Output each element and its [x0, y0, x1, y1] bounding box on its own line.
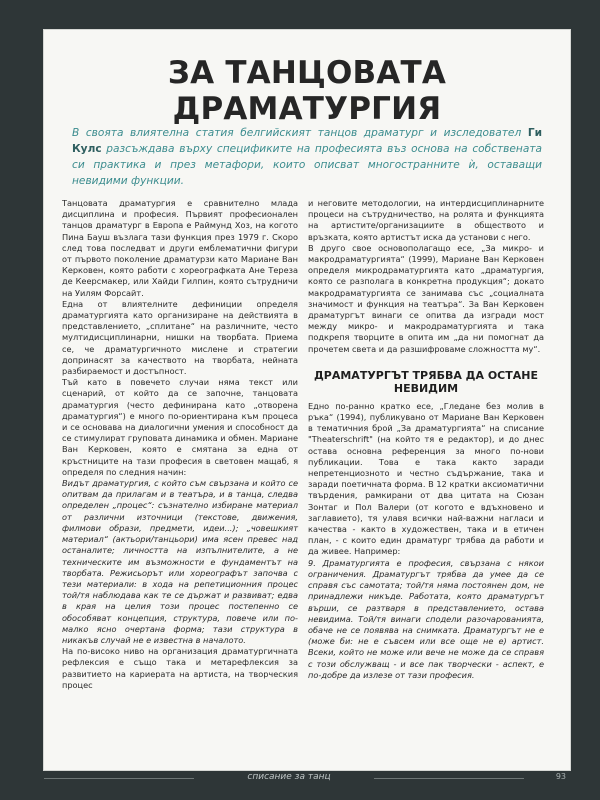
article-lead — [72, 125, 542, 189]
left-column — [62, 198, 298, 691]
lead-text-end: разсъждава върху спецификите на професията въз основа на собствената си практика и през метафори, които описват многостранните ѝ, оставащи невидими функции. — [72, 143, 542, 187]
paragraph: Тъй като в повечето случаи няма текст или сценарий, от който да се започне, танцовата драматургия (често дефинирана като „отворена драматургия“) е много по-ориентирана към процеса и се основава на диалогични умения и способност да се стимулират груповата динамика и обмен. Мариане Ван Керковен, която е смятана за една от кръстниците на тази професия в световен мащаб, я определя по следния начин: — [62, 377, 299, 477]
page-footer — [44, 772, 570, 794]
block-quote: 9. Драматургията е професия, свързана с някои ограничения. Драматургът трябва да умее да се справя със самотата; той/тя няма постоянен дом, не принадлежи никъде. Работата, която драматургът върши, се разтваря в представлението, остава невидима. Той/тя винаги сподели разочарованията, обаче не се появява на снимката. Драматургът не е (може би: не е съвсем или все още не е) артист. Всеки, който не може или вече не може да се справя с този обслужващ - и все пак творчески - аспект, е по-добре да излезе от тази професия. — [308, 557, 544, 680]
paragraph: Танцовата драматургия е сравнително млада дисциплина и професия. Първият професионален танцов драматург в Европа е Раймунд Хоз, на когото Пина Бауш възлага тази функция през 1979 г. Скоро след това последват и други емблематични фигури от първото поколение драматурзи като Мариане Ван Керковен, която работи с хореографката Ане Тереза де Кеерсмакер, или Хайди Гилпин, която сътрудничи на Уилям Форсайт. — [62, 198, 298, 298]
lead-author: Ги Кулс — [72, 127, 542, 155]
paragraph: Едно по-ранно кратко есе, „Гледане без молив в ръка“ (1994), публикувано от Мариане Ван Керковен в тематичния брой „За драматургията“ на списание "Theaterschrift" (на който тя е редактор), и до днес остава основна референция за много по-нови публикации. Това е така както заради непретенциозното и честно съдържание, така и заради поетичната форма. В 12 кратки аксиоматични твърдения, рамкирани от два цитата на Сюзан Зонтаг и Пол Валери (от когото е вдъхновено и заглавието), тя улавя всички най-важни нагласи и качества - както в художествен, така и в етичен план, - с които един драматург трябва да работи и да живее. Например: — [308, 400, 544, 557]
block-quote: Видът драматургия, с който съм свързана и който се опитвам да прилагам и в театъра, и в танца, следва определен „процес“: съзнателно избиране материал от различни източници (текстове, движения, филмови образи, предмети, идеи...); „човешкият материал“ (актьори/танцьори) има ясен превес над останалите; личността на изпълнителите, а не техническите им възможности е фундаментът на творбата. Режисьорът или хореографът започва с тези материали: в хода на репетиционния процес той/тя наблюдава как те се държат и развиват; едва в края на целия този процес постепенно се обособяват концепция, структура, повече или по-малко ясно очертана форма; тази структура в никакъв случай не е известна в началото. — [62, 478, 298, 645]
article-page — [44, 30, 570, 770]
page-number: 93 — [555, 772, 566, 781]
paragraph: На по-високо ниво на организация драматургичната рефлексия е също така и метарефлексия за развитието на кариерата на артиста, на творческия процес — [62, 646, 298, 690]
footer-rule-right — [374, 778, 524, 779]
paragraph: и неговите методологии, на интердисциплинарните процеси на сътрудничество, на ролята и функцията на артистите/организациите в обществото и връзката, която артистът иска да установи с него. — [308, 198, 544, 242]
article-title: ЗА ТАНЦОВАТА ДРАМАТУРГИЯ — [167, 55, 447, 127]
magazine-name: списание за танц — [247, 772, 331, 782]
section-subheading: ДРАМАТУРГЪТ ТРЯБВА ДА ОСТАНЕ НЕВИДИМ — [313, 368, 538, 395]
right-column — [308, 198, 544, 681]
footer-rule-left — [44, 778, 194, 779]
paragraph: В друго свое основополагащо есе, „За микро- и макродраматургията“ (1999), Мариане Ван Керковен определя микродраматургията като „драматургия, която се разполага в конкретна продукция“; докато макродраматургията се занимава със „социалната значимост и функция на театъра“. За Ван Керковен драматургът винаги се опитва да изгради мост между микро- и макродраматургията и така подкрепя творците в опита им „да ни помогнат да прочетем света и да разшифроваме сложността му“. — [308, 242, 544, 354]
paragraph: Една от влиятелните дефиниции определя драматургията като организиране на действията в представлението, „сплитане“ на различните, често мултидисциплинарни, нишки на творбата. Приема се, че драматургичното мислене и стратегии допринасят за качеството на творбата, нейната разбираемост и достъпност. — [62, 298, 298, 377]
lead-text-start: В своята влиятелна статия белгийският танцов драматург и изследовател — [72, 127, 528, 139]
